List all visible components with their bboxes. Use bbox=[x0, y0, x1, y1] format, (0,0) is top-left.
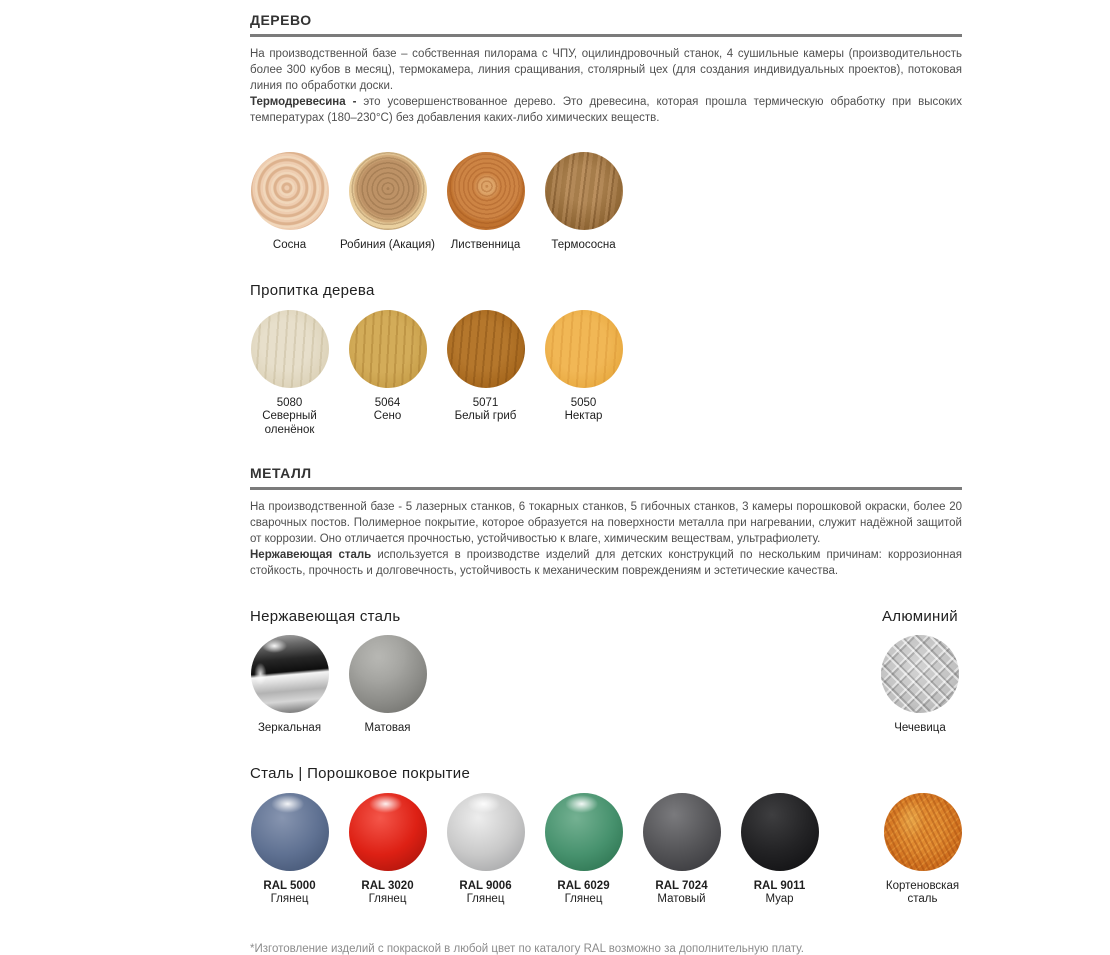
metal-section-title: МЕТАЛЛ bbox=[250, 453, 962, 490]
wood-species-item bbox=[544, 152, 623, 253]
i5064-swatch bbox=[349, 310, 427, 388]
swatch-label: Робиния (Акация) bbox=[339, 239, 435, 251]
swatch-label: Сосна bbox=[272, 239, 307, 251]
swatch-label: Зеркальная bbox=[257, 722, 322, 734]
swatch-label: RAL 5000 Глянец bbox=[263, 879, 316, 905]
sosna-swatch bbox=[251, 152, 329, 230]
swatch-label: 5071 Белый гриб bbox=[454, 396, 517, 422]
stainless-row bbox=[250, 635, 962, 736]
robinia-swatch bbox=[349, 152, 427, 230]
content-column bbox=[250, 0, 962, 955]
swatch-label: 5064 Сено bbox=[373, 396, 402, 422]
swatch-label: Матовая bbox=[364, 722, 411, 734]
ral6029-swatch bbox=[545, 793, 623, 871]
ral9011-swatch bbox=[741, 793, 819, 871]
stainless-item bbox=[250, 635, 329, 736]
metal-section bbox=[250, 453, 962, 955]
wood-species-item bbox=[446, 152, 525, 253]
swatch-label: RAL 6029 Глянец bbox=[557, 879, 610, 905]
powder-item bbox=[740, 793, 819, 907]
matte-swatch bbox=[349, 635, 427, 713]
wood-species-item bbox=[250, 152, 329, 253]
ral7024-swatch bbox=[643, 793, 721, 871]
swatch-label: RAL 9011 Муар bbox=[753, 879, 806, 905]
powder-item bbox=[883, 793, 962, 907]
stainless-title: Нержавеющая сталь bbox=[250, 608, 401, 625]
wood-section-title: ДЕРЕВО bbox=[250, 0, 962, 37]
ral9006-swatch bbox=[447, 793, 525, 871]
lentil-swatch bbox=[881, 635, 959, 713]
swatch-label: Кортеновская сталь bbox=[885, 879, 960, 905]
powder-row bbox=[250, 793, 962, 907]
impregnation-row bbox=[250, 310, 962, 438]
wood-species-item bbox=[339, 152, 435, 253]
i5071-swatch bbox=[447, 310, 525, 388]
i5050-swatch bbox=[545, 310, 623, 388]
swatch-label: 5050 Нектар bbox=[564, 396, 603, 422]
i5080-swatch bbox=[251, 310, 329, 388]
mirror-swatch bbox=[251, 635, 329, 713]
ral3020-swatch bbox=[349, 793, 427, 871]
impregnation-title: Пропитка дерева bbox=[250, 281, 375, 299]
aluminum-title: Алюминий bbox=[882, 608, 958, 625]
impregnation-item bbox=[544, 310, 623, 424]
stainless-item bbox=[348, 635, 427, 736]
wood-section bbox=[250, 0, 962, 437]
ral5000-swatch bbox=[251, 793, 329, 871]
metal-intro-paragraph: На производственной базе - 5 лазерных станков, 6 токарных станков, 5 гибочных станков, 3 камеры порошковой окраски, более 20 сварочных постов. Полимерное покрытие, которое образуется на поверхности металла при нагревании, служит надёжной защитой от коррозии. Оно отличается прочностью, устойчивостью к влаге, химическим веществам, ультрафиолету. Нержавеющая сталь используется в производстве изделий для детских конструкций по нескольким причинам: коррозионная стойкость, прочность и долговечность, устойчивость к механическим повреждениям и эстетические качества. bbox=[250, 501, 962, 577]
wood-species-row bbox=[250, 152, 962, 253]
aluminum-item bbox=[881, 635, 960, 736]
swatch-label: Термососна bbox=[551, 239, 616, 251]
aluminum-block bbox=[878, 608, 962, 736]
swatch-label: Чечевица bbox=[894, 722, 946, 734]
powder-title: Сталь | Порошковое покрытие bbox=[250, 764, 471, 782]
ral-footnote: *Изготовление изделий с покраской в любой цвет по каталогу RAL возможно за дополнительную плату. bbox=[250, 942, 804, 955]
stainless-area bbox=[250, 608, 962, 736]
swatch-label: RAL 9006 Глянец bbox=[459, 879, 512, 905]
swatch-label: RAL 3020 Глянец bbox=[361, 879, 414, 905]
swatch-label: RAL 7024 Матовый bbox=[655, 879, 708, 905]
termososna-swatch bbox=[545, 152, 623, 230]
swatch-label: 5080 Северный оленёнок bbox=[262, 396, 317, 436]
wood-intro-paragraph: На производственной базе – собственная пилорама с ЧПУ, оцилиндровочный станок, 4 сушильные камеры (производительность более 300 кубов в месяц), термокамера, линия сращивания, столярный цех (для создания индивидуальных проектов), потоковая линия по обработки доски. Термодревесина - это усовершенствованное дерево. Это древесина, которая прошла термическую обработку при высоких температурах (180–230°С) без добавления каких-либо химических веществ. bbox=[250, 48, 963, 124]
listvennica-swatch bbox=[447, 152, 525, 230]
corten-swatch bbox=[884, 793, 962, 871]
swatch-label: Лиственница bbox=[450, 239, 521, 251]
aluminum-row bbox=[878, 635, 962, 736]
